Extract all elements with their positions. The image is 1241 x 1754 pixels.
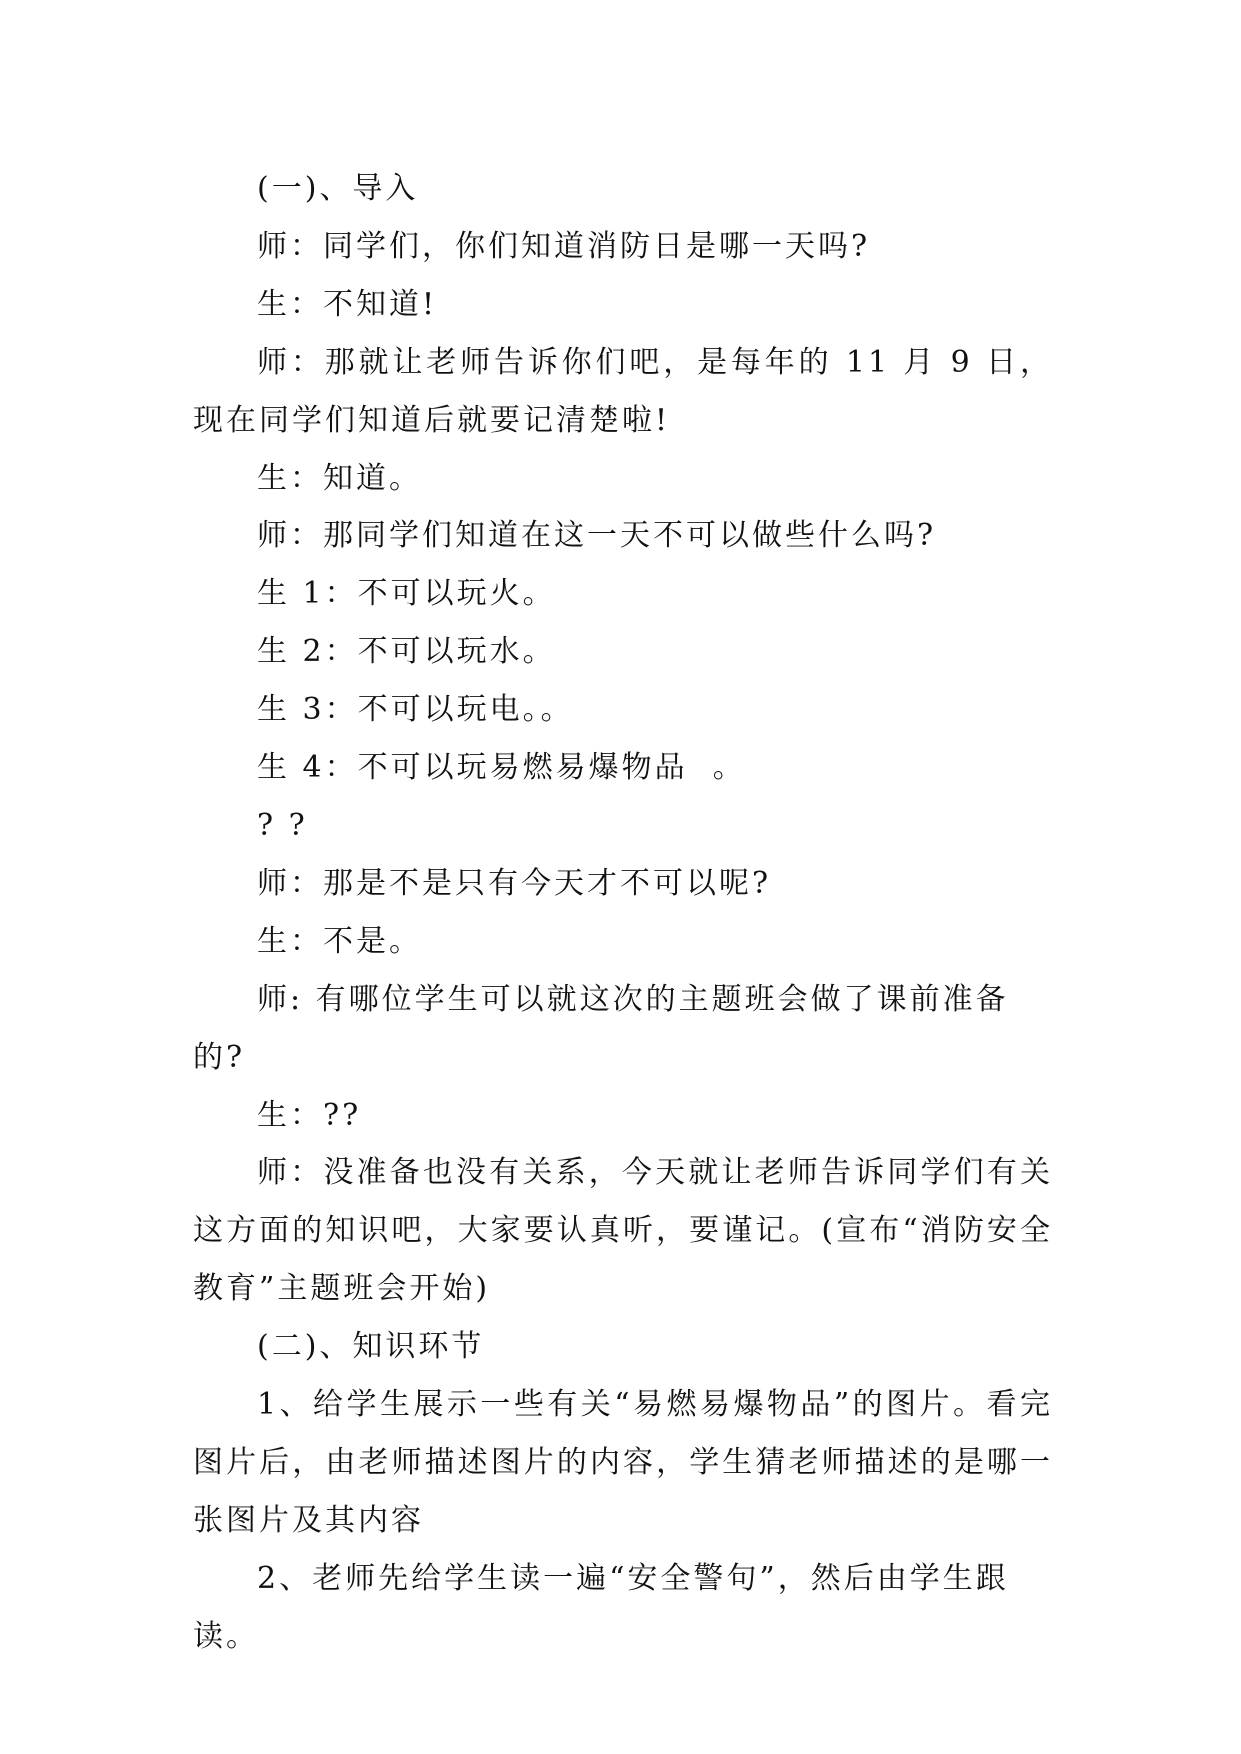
dialogue-line: ? ? [257, 807, 308, 843]
section-heading-intro: (一)、导入 [257, 171, 419, 206]
dialogue-line: 师：那是不是只有今天才不可以呢? [257, 865, 772, 901]
dialogue-line: 生：不是。 [257, 923, 422, 959]
dialogue-line: 生 3：不可以玩电。。 [257, 692, 574, 728]
dialogue-line: 生 1：不可以玩火。 [257, 576, 556, 612]
document-body [193, 160, 1053, 1666]
dialogue-line: 生：?? [257, 1097, 362, 1133]
dialogue-line: 生 4：不可以玩易燃易爆物品 。 [257, 750, 746, 786]
dialogue-line: 师：那就让老师告诉你们吧，是每年的 11 月 9 日，现在同学们知道后就要记清楚啦! [193, 344, 1053, 438]
dialogue-line: 生：不知道! [257, 286, 438, 322]
dialogue-line: 生：知道。 [257, 460, 422, 496]
dialogue-line: 师: 有哪位学生可以就这次的主题班会做了课前准备的? [193, 981, 1009, 1075]
section-heading-knowledge: (二)、知识环节 [257, 1329, 485, 1365]
dialogue-line: 师：同学们，你们知道消防日是哪一天吗? [257, 228, 871, 264]
dialogue-line: 生 2：不可以玩水。 [257, 634, 556, 670]
dialogue-line: 师：没准备也没有关系，今天就让老师告诉同学们有关这方面的知识吧，大家要认真听，要谨记。(宣布“消防安全教育”主题班会开始) [193, 1155, 1053, 1307]
list-item: 2、老师先给学生读一遍“安全警句”，然后由学生跟读。 [193, 1560, 1009, 1654]
list-item: 1、给学生展示一些有关“易燃易爆物品”的图片。看完图片后，由老师描述图片的内容，学生猜老师描述的是哪一张图片及其内容 [193, 1387, 1053, 1538]
dialogue-line: 师：那同学们知道在这一天不可以做些什么吗? [257, 518, 937, 554]
